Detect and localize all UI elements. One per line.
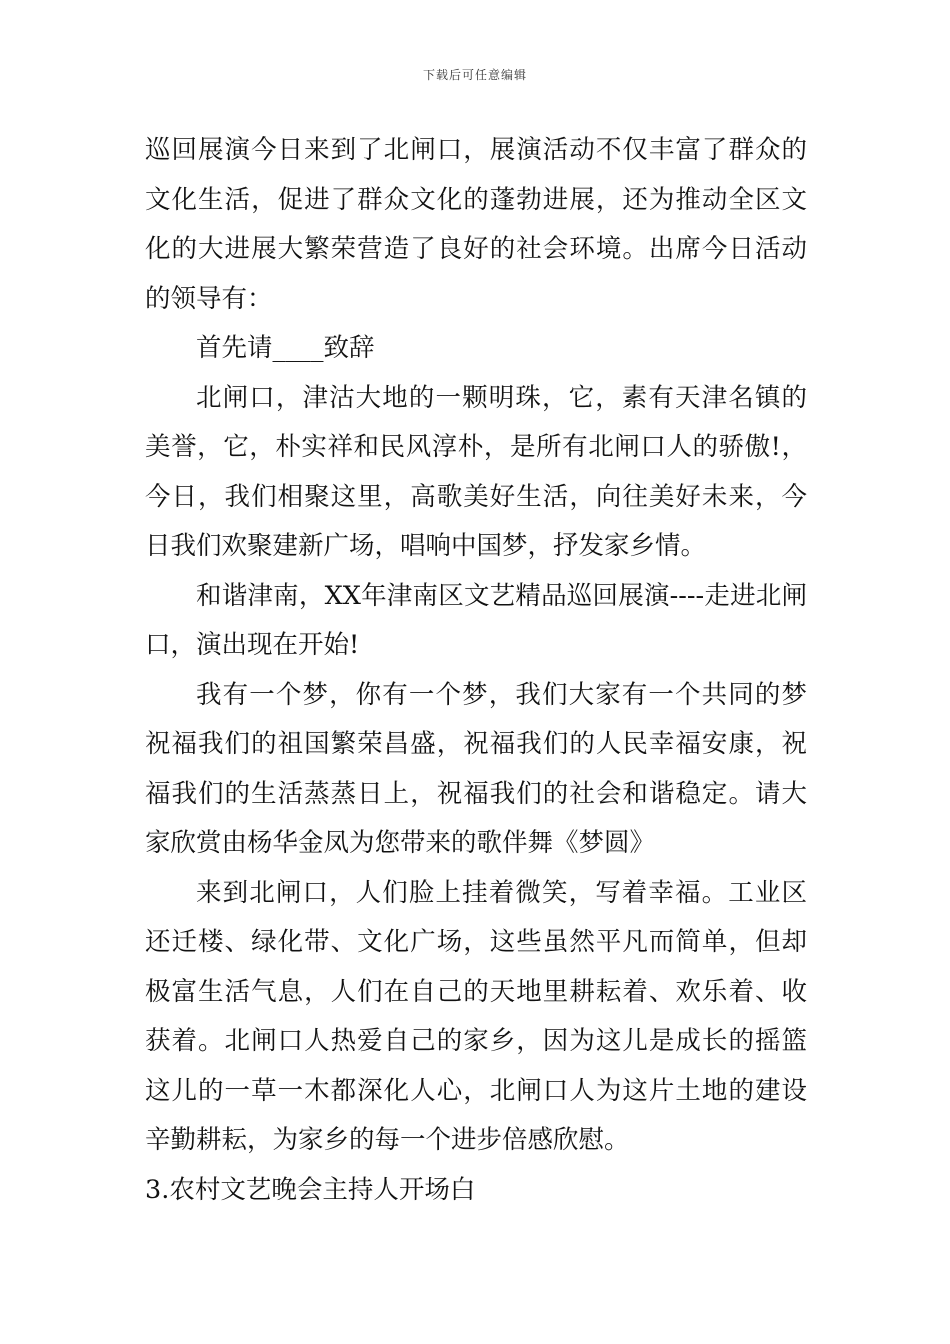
document-body (145, 126, 807, 1215)
paragraph-dream: 我有一个梦，你有一个梦，我们大家有一个共同的梦祝福我们的祖国繁荣昌盛，祝福我们的人民幸福安康，祝福我们的生活蒸蒸日上，祝福我们的社会和谐稳定。请大家欣赏由杨华金凤为您带来的歌伴舞《梦圆》 (145, 679, 807, 858)
paragraph-happiness: 来到北闸口，人们脸上挂着微笑，写着幸福。工业区还迁楼、绿化带、文化广场，这些虽然平凡而简单，但却极富生活气息，人们在自己的天地里耕耘着、欢乐着、收获着。北闸口人热爱自己的家乡，因为这儿是成长的摇篮这儿的一草一木都深化人心，北闸口人为这片土地的建设辛勤耕耘，为家乡的每一个进步倍感欣慰。 (145, 877, 807, 1155)
paragraph-show-start: 和谐津南，XX年津南区文艺精品巡回展演----走进北闸口，演出现在开始! (145, 580, 807, 660)
paragraph-beizhakou: 北闸口，津沽大地的一颗明珠，它，素有天津名镇的美誉，它，朴实祥和民风淳朴，是所有北闸口人的骄傲!，今日，我们相聚这里，高歌美好生活，向往美好未来，今日我们欢聚建新广场，唱响中国梦，抒发家乡情。 (145, 382, 807, 561)
paragraph-intro: 巡回展演今日来到了北闸口，展演活动不仅丰富了群众的文化生活，促进了群众文化的蓬勃进展，还为推动全区文化的大进展大繁荣营造了良好的社会环境。出席今日活动的领导有： (145, 135, 807, 314)
header-note: 下载后可任意编辑 (422, 68, 527, 82)
paragraph-opening-speech: 首先请____致辞 (196, 333, 375, 363)
section-heading: 3.农村文艺晚会主持人开场白 (145, 1174, 476, 1205)
